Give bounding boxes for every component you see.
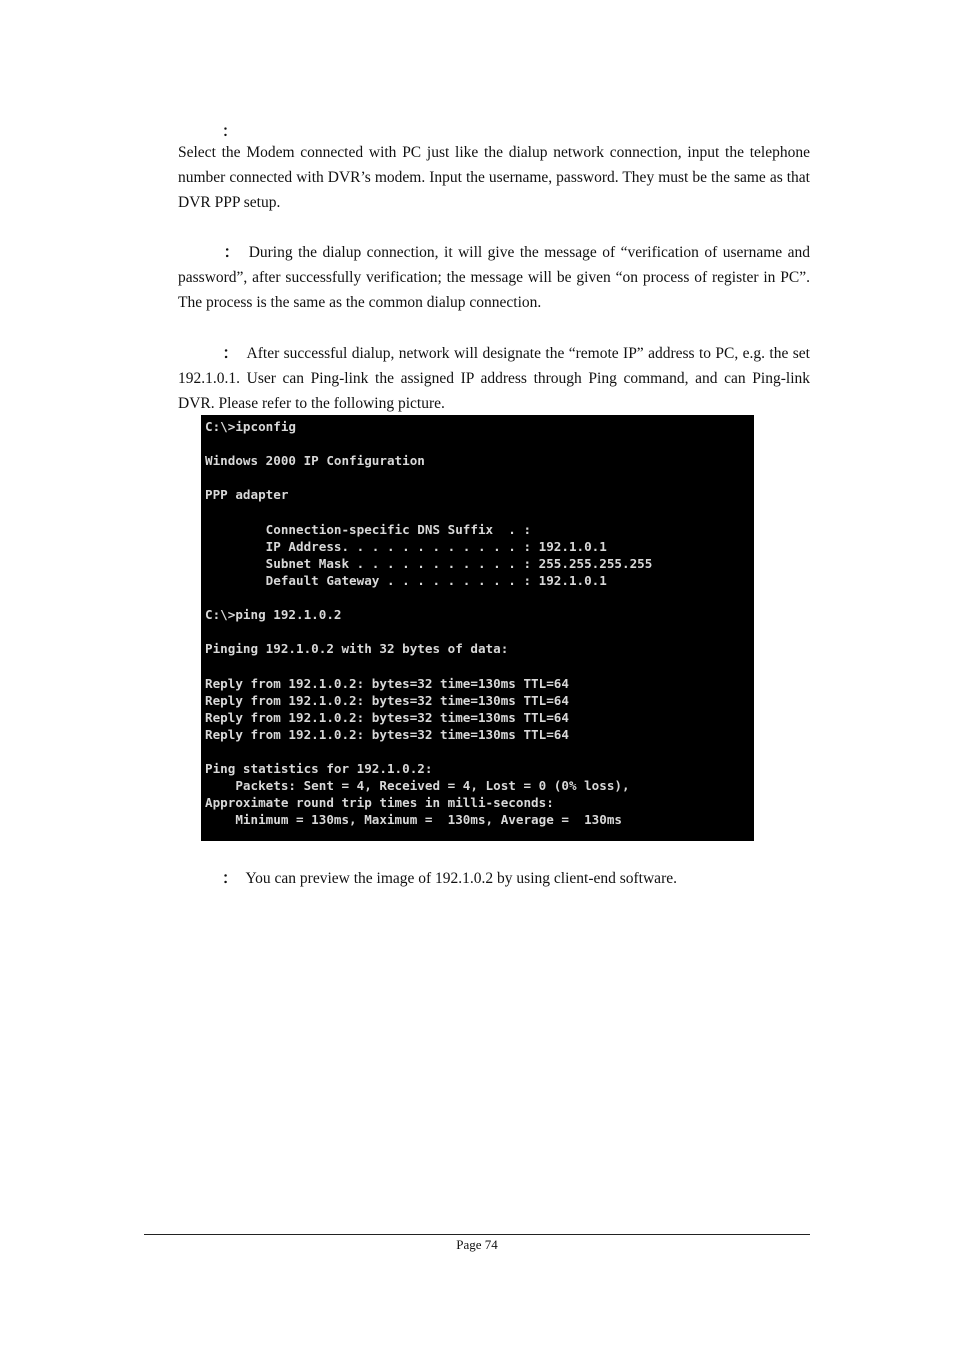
terminal-line: Reply from 192.1.0.2: bytes=32 time=130ms TTL=64 xyxy=(205,675,569,691)
terminal-line: Windows 2000 IP Configuration xyxy=(205,453,425,469)
terminal-line: C:\>ipconfig xyxy=(205,419,296,434)
terminal-line: Connection-specific DNS Suffix . : xyxy=(205,521,532,537)
terminal-line: PPP adapter xyxy=(205,487,289,503)
step2-text: During the dialup connection, it will give the message of “verification of username and password”, after successfully verification; the message will be given “on process of register in PC”. The process is the same as the common dialup connection. xyxy=(178,244,810,311)
terminal-line: Packets: Sent = 4, Received = 4, Lost = 0 (0% loss), xyxy=(205,778,630,794)
terminal-line: Reply from 192.1.0.2: bytes=32 time=130ms TTL=64 xyxy=(205,726,569,742)
terminal-line: Minimum = 130ms, Maximum = 130ms, Average = 130ms xyxy=(205,812,623,828)
step2-colon: ： xyxy=(222,244,241,261)
terminal-line: C:\>ping 192.1.0.2 xyxy=(205,607,342,623)
terminal-line: Reply from 192.1.0.2: bytes=32 time=130ms TTL=64 xyxy=(205,709,569,725)
terminal-line: Subnet Mask . . . . . . . . . . . : 255.255.255.255 xyxy=(205,555,653,571)
terminal-line: Pinging 192.1.0.2 with 32 bytes of data: xyxy=(205,641,509,657)
terminal-line: Ping statistics for 192.1.0.2: xyxy=(205,761,433,776)
step4-paragraph xyxy=(222,866,677,891)
step1-colon: ： xyxy=(222,124,238,140)
step3-colon: ： xyxy=(222,345,239,362)
terminal-line: Reply from 192.1.0.2: bytes=32 time=130ms TTL=64 xyxy=(205,692,569,708)
step4-colon: ： xyxy=(222,870,238,887)
step1-paragraph: Select the Modem connected with PC just like the dialup network connection, input the telephone number connected with DVR’s modem. Input the username, password. They must be the same as that DVR PPP setup. xyxy=(178,144,810,211)
terminal-line: IP Address. . . . . . . . . . . . : 192.1.0.1 xyxy=(205,538,607,554)
command-prompt-screenshot xyxy=(201,415,754,841)
footer-divider xyxy=(144,1234,810,1235)
step2-paragraph xyxy=(178,240,810,315)
terminal-line: Default Gateway . . . . . . . . . : 192.1.0.1 xyxy=(205,572,607,588)
page-number: Page 74 xyxy=(456,1237,498,1252)
terminal-line: Approximate round trip times in milli-seconds: xyxy=(205,795,554,811)
step4-text: You can preview the image of 192.1.0.2 by using client-end software. xyxy=(245,870,677,887)
step3-text: After successful dialup, network will designate the “remote IP” address to PC, e.g. the set 192.1.0.1. User can Ping-link the assigned IP address through Ping command, and can Ping-link DVR. Please refer to the following picture. xyxy=(178,345,810,412)
step3-paragraph xyxy=(178,341,810,416)
